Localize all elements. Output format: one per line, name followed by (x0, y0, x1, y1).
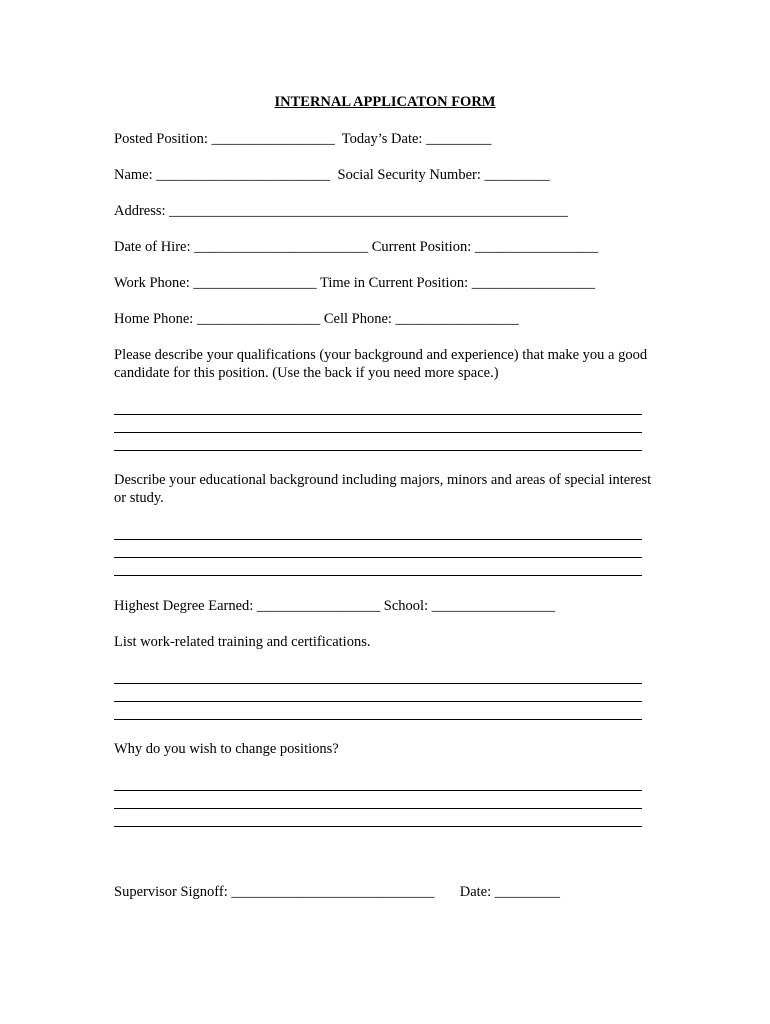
education-prompt: Describe your educational background including majors, minors and areas of special interest or study. (114, 472, 652, 506)
date-of-hire-row: Date of Hire: ________________________ Current Position: _________________ (114, 239, 599, 255)
education-answer-line (114, 539, 642, 540)
work-phone-row: Work Phone: _________________ Time in Current Position: _________________ (114, 275, 595, 291)
training-answer-line (114, 719, 642, 720)
education-answer-line (114, 575, 642, 576)
qualifications-answer-line (114, 450, 642, 451)
form-title: INTERNAL APPLICATON FORM (274, 94, 496, 110)
training-prompt: List work-related training and certifications. (114, 634, 371, 650)
home-phone-row: Home Phone: _________________ Cell Phone: _________________ (114, 311, 519, 327)
qualifications-answer-line (114, 414, 642, 415)
education-answer-line (114, 557, 642, 558)
change-positions-prompt: Why do you wish to change positions? (114, 741, 339, 757)
training-answer-line (114, 683, 642, 684)
posted-position-row: Posted Position: _________________ Today’s Date: _________ (114, 131, 492, 147)
change-answer-line (114, 790, 642, 791)
degree-row: Highest Degree Earned: _________________ School: _________________ (114, 598, 555, 614)
name-row: Name: ________________________ Social Security Number: _________ (114, 167, 550, 183)
qualifications-answer-line (114, 432, 642, 433)
training-answer-line (114, 701, 642, 702)
address-row: Address: _______________________________________________________ (114, 203, 568, 219)
change-answer-line (114, 826, 642, 827)
qualifications-prompt: Please describe your qualifications (your background and experience) that make you a good candidate for this position. (Use the back if you need more space.) (114, 347, 648, 381)
change-answer-line (114, 808, 642, 809)
supervisor-signoff-row: Supervisor Signoff: ____________________________ Date: _________ (114, 884, 560, 900)
